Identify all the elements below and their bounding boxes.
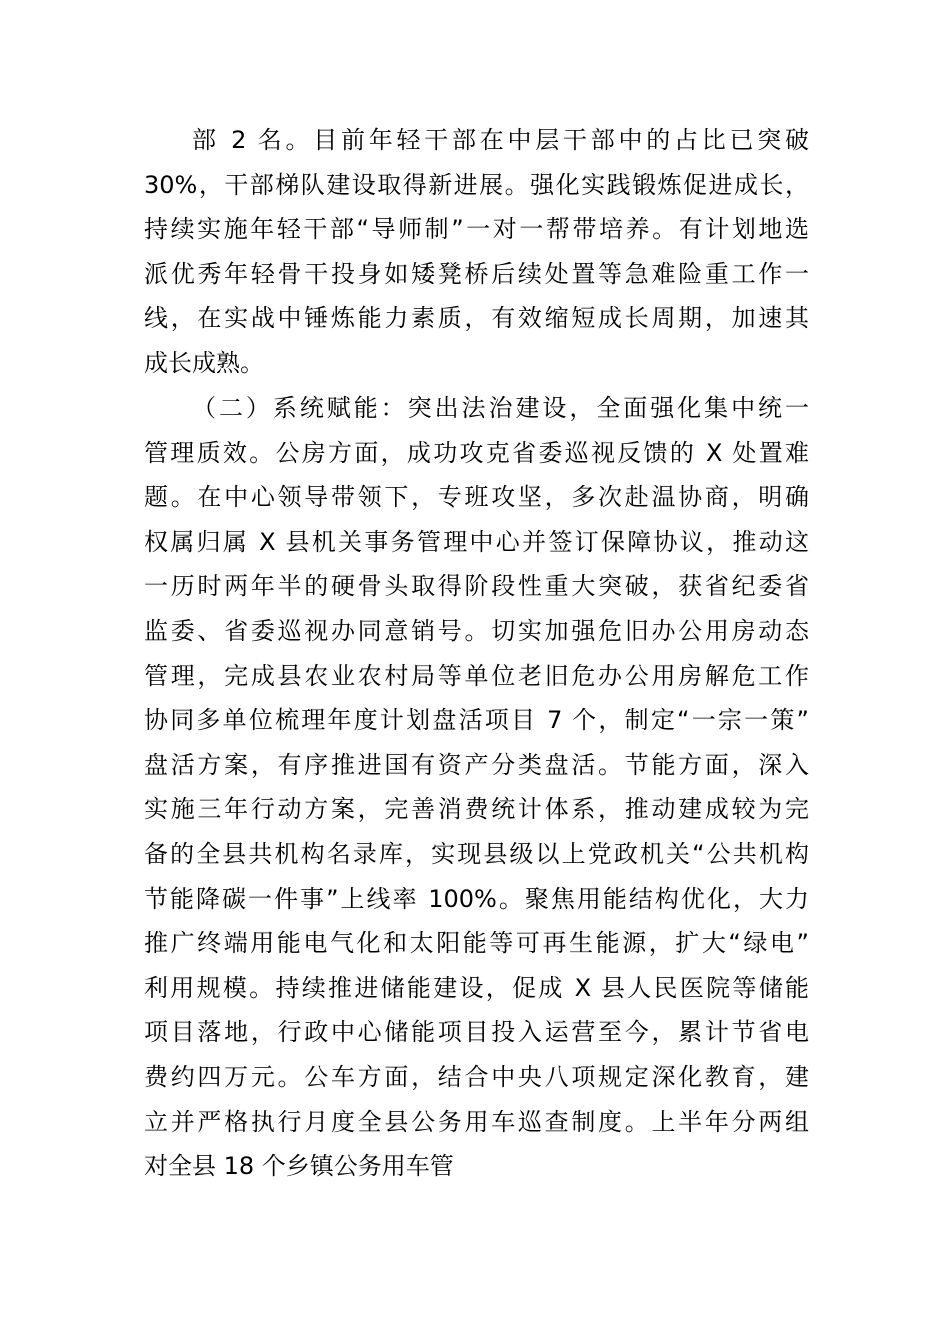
text-line: 线，在实战中锤炼能力素质，有效缩短成长周期，加速其 [144,304,809,333]
text-line: 项目落地，行政中心储能项目投入运营至今，累计节省电 [144,1018,809,1047]
text-line: 盘活方案，有序推进国有资产分类盘活。节能方面，深入 [144,750,809,779]
text-line: 推广终端用能电气化和太阳能等可再生能源，扩大“绿电” [144,929,809,958]
section-heading-line: （二）系统赋能：突出法治建设，全面强化集中统一 [192,394,809,422]
text-line: 持续实施年轻干部“导师制”一对一帮带培养。有计划地选 [144,215,809,244]
paragraph-2 [144,386,809,1189]
text-line: 监委、省委巡视办同意销号。切实加强危旧办公用房动态 [144,616,809,645]
text-line: 派优秀年轻骨干投身如矮凳桥后续处置等急难险重工作一 [144,259,809,288]
text-line: 协同多单位梳理年度计划盘活项目 7 个，制定“一宗一策” [144,706,809,735]
text-line: 实施三年行动方案，完善消费统计体系，推动建成较为完 [144,795,809,824]
text-line: 权属归属 X 县机关事务管理中心并签订保障协议，推动这 [144,527,809,556]
text-line: 30%，干部梯队建设取得新进展。强化实践锻炼促进成长， [144,170,809,199]
text-line: 立并严格执行月度全县公务用车巡查制度。上半年分两组 [144,1107,809,1136]
text-line: 题。在中心领导带领下，专班攻坚，多次赴温协商，明确 [144,483,809,512]
text-line: 部 2 名。目前年轻干部在中层干部中的占比已突破 [192,126,809,154]
text-line: 利用规模。持续推进储能建设，促成 X 县人民医院等储能 [144,973,809,1002]
text-line: 节能降碳一件事”上线率 100%。聚焦用能结构优化，大力 [144,884,809,913]
text-line: 备的全县共机构名录库，实现县级以上党政机关“公共机构 [144,839,809,868]
text-line: 管理质效。公房方面，成功攻克省委巡视反馈的 X 处置难 [144,438,809,467]
text-line: 成长成熟。 [144,348,264,377]
text-line: 一历时两年半的硬骨头取得阶段性重大突破，获省纪委省 [144,572,809,601]
paragraph-1 [144,118,809,386]
text-line: 对全县 18 个乡镇公务用车管 [144,1152,454,1181]
text-line: 费约四万元。公车方面，结合中央八项规定深化教育，建 [144,1062,809,1091]
text-line: 管理，完成县农业农村局等单位老旧危办公用房解危工作 [144,661,809,690]
